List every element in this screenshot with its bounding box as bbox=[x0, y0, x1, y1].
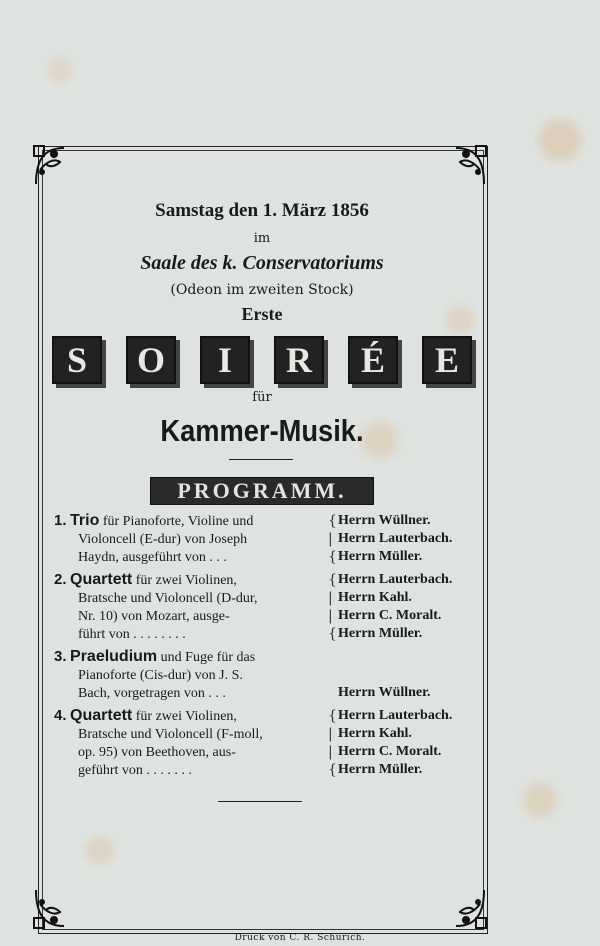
program-item-description bbox=[54, 512, 328, 567]
corner-ornament-top-left bbox=[30, 140, 88, 190]
program-item-title: Praeludium bbox=[70, 648, 158, 665]
brace: { | | { bbox=[328, 708, 337, 778]
program-list bbox=[54, 512, 474, 784]
corner-ornament-bottom-left bbox=[30, 884, 88, 934]
performer bbox=[338, 666, 474, 684]
venue: Saale des k. Conservatoriums bbox=[140, 252, 384, 274]
performer: Herrn Müller. bbox=[338, 762, 423, 777]
soiree-letter: E bbox=[422, 336, 472, 384]
soiree-letter: É bbox=[348, 336, 398, 384]
soiree-letter: S bbox=[52, 336, 102, 384]
program-item-line: Nr. 10) von Mozart, ausge- bbox=[78, 609, 230, 624]
performer: Herrn Kahl. bbox=[338, 590, 412, 605]
program-item bbox=[54, 512, 474, 567]
program-item-line: Haydn, ausgeführt von . . . bbox=[78, 550, 227, 565]
program-item-title: Trio bbox=[70, 512, 100, 529]
program-item-line: führt von . . . . . . . . bbox=[78, 627, 186, 642]
program-item-line: und Fuge für das bbox=[160, 650, 256, 665]
brace: { | | { bbox=[328, 572, 337, 642]
venue-note: (Odeon im zweiten Stock) bbox=[170, 282, 354, 298]
programm-heading bbox=[150, 477, 374, 505]
performer: Herrn C. Moralt. bbox=[338, 744, 442, 759]
performers bbox=[338, 571, 474, 644]
program-item bbox=[54, 648, 474, 703]
program-item-line: Bratsche und Violoncell (D-dur, bbox=[78, 591, 258, 606]
performers bbox=[338, 707, 474, 780]
program-item-description bbox=[54, 648, 328, 703]
program-item-line: geführt von . . . . . . . bbox=[78, 763, 192, 778]
program-item-number: 3. bbox=[54, 648, 67, 665]
corner-ornament-top-right bbox=[432, 140, 490, 190]
fuer-text: für bbox=[252, 390, 272, 405]
program-item-description bbox=[54, 707, 328, 780]
performer: Herrn Lauterbach. bbox=[338, 708, 453, 723]
performers bbox=[338, 648, 474, 703]
performer: Herrn Müller. bbox=[338, 626, 423, 641]
performer bbox=[338, 648, 474, 666]
program-item-number: 4. bbox=[54, 707, 67, 724]
program-item-line: Pianoforte (Cis-dur) von J. S. bbox=[78, 668, 243, 683]
program-item-number: 1. bbox=[54, 512, 67, 529]
performer: Herrn Wüllner. bbox=[338, 685, 431, 700]
divider bbox=[218, 801, 302, 802]
program-item-line: Violoncell (E-dur) von Joseph bbox=[78, 532, 248, 547]
performers bbox=[338, 512, 474, 567]
program-item-line: für zwei Violinen, bbox=[135, 573, 237, 588]
erste-text: Erste bbox=[241, 304, 283, 324]
program-item-title: Quartett bbox=[70, 707, 133, 724]
program-item-number: 2. bbox=[54, 571, 67, 588]
programm-heading-text: PROGRAMM. bbox=[177, 478, 347, 503]
brace bbox=[328, 648, 338, 703]
corner-ornament-bottom-right bbox=[432, 884, 490, 934]
performer: Herrn Lauterbach. bbox=[338, 531, 453, 546]
program-item-line: Bratsche und Violoncell (F-moll, bbox=[78, 727, 263, 742]
performer: Herrn Müller. bbox=[338, 549, 423, 564]
divider bbox=[229, 459, 293, 460]
soiree-letter: O bbox=[126, 336, 176, 384]
performer: Herrn Kahl. bbox=[338, 726, 412, 741]
brace: { | { bbox=[328, 513, 337, 565]
program-item-line: Bach, vorgetragen von . . . bbox=[78, 686, 226, 701]
program-item-line: für zwei Violinen, bbox=[135, 709, 237, 724]
program-item-line: op. 95) von Beethoven, aus- bbox=[78, 745, 236, 760]
program-item bbox=[54, 571, 474, 644]
im-text: im bbox=[253, 231, 271, 246]
soiree-title bbox=[52, 336, 472, 384]
program-item bbox=[54, 707, 474, 780]
program-item-line: für Pianoforte, Violine und bbox=[102, 514, 254, 529]
performer: Herrn Lauterbach. bbox=[338, 572, 453, 587]
performer: Herrn C. Moralt. bbox=[338, 608, 442, 623]
printer-credit: Druck von C. R. Schurich. bbox=[234, 933, 366, 943]
soiree-letter: R bbox=[274, 336, 324, 384]
performer: Herrn Wüllner. bbox=[338, 513, 431, 528]
kammer-musik-title: Kammer-Musik. bbox=[160, 413, 364, 448]
program-item-description bbox=[54, 571, 328, 644]
concert-date: Samstag den 1. März 1856 bbox=[155, 200, 369, 221]
soiree-letter: I bbox=[200, 336, 250, 384]
program-item-title: Quartett bbox=[70, 571, 133, 588]
